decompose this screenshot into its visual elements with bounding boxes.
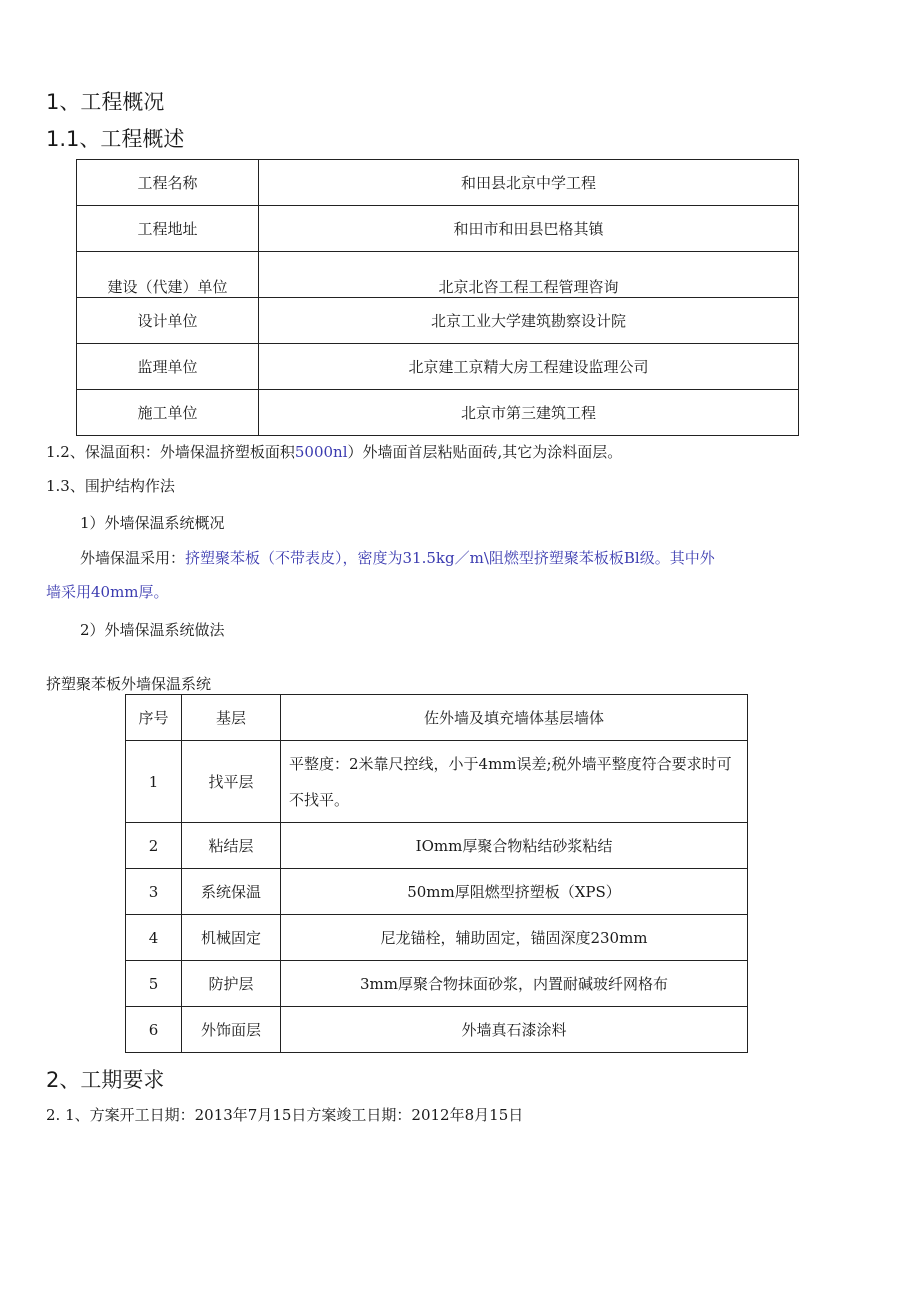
table-row: [77, 298, 799, 344]
table-cell: 设计单位: [77, 298, 259, 344]
table-cell: 北京工业大学建筑勘察设计院: [259, 298, 799, 344]
project-overview-table: [76, 159, 799, 436]
table-row: [126, 961, 748, 1007]
table-row: [77, 390, 799, 436]
table-row: [77, 252, 799, 298]
table-cell: 6: [126, 1007, 182, 1053]
table-cell: 尼龙锚栓，辅助固定，锚固深度230mm: [281, 915, 748, 961]
table-cell: 4: [126, 915, 182, 961]
table-row: [126, 823, 748, 869]
table-cell: 3mm厚聚合物抹面砂浆，内置耐碱玻纤网格布: [281, 961, 748, 1007]
insulation-para-line2: 墙采用40mm厚。: [46, 583, 169, 601]
schedule-dates: 2. 1、方案开工日期：2013年7月15日方案竣工日期：2012年8月15日: [46, 1106, 524, 1124]
table-header-cell: 基层: [182, 695, 281, 741]
table-cell: 粘结层: [182, 823, 281, 869]
table-row: [77, 160, 799, 206]
table-cell: 和田市和田县巴格其镇: [259, 206, 799, 252]
insulation-para-line1: [80, 547, 715, 568]
table-row: [77, 206, 799, 252]
table-cell: 和田县北京中学工程: [259, 160, 799, 206]
area-prefix: 1.2、保温面积：外墙保温挤塑板面积: [46, 443, 295, 461]
table-cell: 2: [126, 823, 182, 869]
section-1-heading: 1、工程概况: [46, 90, 165, 114]
section-1-1-heading: 1.1、工程概述: [46, 127, 185, 151]
table-cell: 工程地址: [77, 206, 259, 252]
table-cell: 北京市第三建筑工程: [259, 390, 799, 436]
table-row: [126, 1007, 748, 1053]
table-cell: 50mm厚阻燃型挤塑板（XPS）: [281, 869, 748, 915]
insulation-area-paragraph: [46, 441, 622, 462]
insulation-system-table: [125, 694, 748, 1053]
table-header-cell: 序号: [126, 695, 182, 741]
table-cell: 1: [126, 741, 182, 823]
subheading-system-method: 2）外墙保温系统做法: [80, 621, 225, 639]
table-cell: 北京北咨工程工程管理咨询: [259, 252, 799, 298]
table-cell: 机械固定: [182, 915, 281, 961]
table-cell: 外饰面层: [182, 1007, 281, 1053]
table-cell: IOmm厚聚合物粘结砂浆粘结: [281, 823, 748, 869]
table-cell: 5: [126, 961, 182, 1007]
table-header-row: [126, 695, 748, 741]
section-2-heading: 2、工期要求: [46, 1068, 165, 1092]
table-header-cell: 佐外墙及填充墙体基层墙体: [281, 695, 748, 741]
table-row: [126, 869, 748, 915]
table-cell: 系统保温: [182, 869, 281, 915]
table-cell: 北京建工京精大房工程建设监理公司: [259, 344, 799, 390]
table-cell: 平整度：2米靠尺控线，小于4mm误差;税外墙平整度符合要求时可不找平。: [281, 741, 748, 823]
table-cell: 找平层: [182, 741, 281, 823]
area-value: 5000nl: [294, 443, 348, 461]
area-suffix: ）外墙面首层粘贴面砖,其它为涂料面层。: [347, 443, 623, 461]
table-cell: 3: [126, 869, 182, 915]
table-cell: 防护层: [182, 961, 281, 1007]
table-row: [77, 344, 799, 390]
table-cell: 监理单位: [77, 344, 259, 390]
para-label: 外墙保温采用：: [80, 549, 186, 567]
para-highlight: 挤塑聚苯板（不带表皮），密度为31.5kg／m\阻燃型挤塑聚苯板板Bl级。其中外: [185, 549, 715, 567]
table-cell: 建设（代建）单位: [77, 252, 259, 298]
table-row: [126, 741, 748, 823]
table-row: [126, 915, 748, 961]
table-cell: 施工单位: [77, 390, 259, 436]
table-cell: 外墙真石漆涂料: [281, 1007, 748, 1053]
section-1-3-heading: 1.3、围护结构作法: [46, 477, 175, 495]
subheading-system-overview: 1）外墙保温系统概况: [80, 514, 225, 532]
table-caption: 挤塑聚苯板外墙保温系统: [46, 675, 212, 693]
table-cell: 工程名称: [77, 160, 259, 206]
